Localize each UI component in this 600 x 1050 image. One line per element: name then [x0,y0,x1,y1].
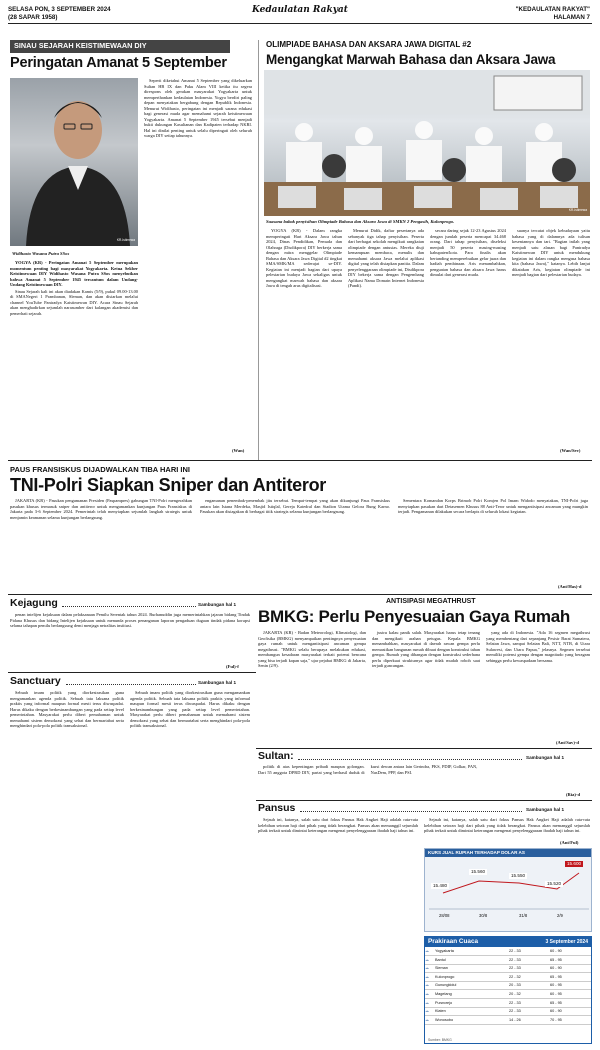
kejagung-end: (Ful)-f [226,664,239,669]
bmkg-col2-text: justru kalau panik salah. Masyarakat harus tetap tenang dan mengikuti arahan petugas. Kepala BMKG menambahkan, masyarakat di daerah rawan gempa perlu memastikan bangunan rumah dibuat dengan konstruksi tahan gempa. Rumah yang dibangun dengan konstruksi sederhana perlu diperkuat strukturnya agar tidak mudah roboh saat terjadi guncangan. [372,630,480,668]
olimpiade-photo [264,70,590,216]
forecast-hum: 60 - 90 [550,964,591,973]
bmkg-kicker: ANTISIPASI MEGATHRUST [386,598,476,605]
masthead-page: HALAMAN 7 [553,14,590,21]
kurs-value-4: 15.520 [547,881,562,886]
forecast-hum: 70 - 95 [550,1016,591,1025]
forecast-row [425,981,591,990]
olimpiade-kicker: OLIMPIADE BAHASA DAN AKSARA JAWA DIGITAL #2 [266,40,472,49]
forecast-row [425,947,591,956]
forecast-hum: 60 - 90 [550,947,591,956]
forecast-temp: 20 - 32 [509,990,550,999]
forecast-row [425,999,591,1008]
sanctuary-dots [66,684,196,685]
bmkg-col1-text: JAKARTA (KR) - Badan Meteorologi, Klimatologi, dan Geofisika (BMKG) menyampaikan pentingnya penyesuaian gaya rumah untuk mengantisipasi ancaman gempa megathrust. "BMKG selalu berupaya melakukan edukasi, membangun kesadaran masyarakat terkait potensi bencana yang bisa terjadi kapan saja," ujar pejabat BMKG di Jakarta, Senin (2/9). [258,630,366,668]
sanctuary-title: Sanctuary [10,675,61,687]
forecast-city: Kulonprogo [435,973,509,982]
pansus-text: Sejauh ini, katanya, salah satu dari fokus Pansus Hak Angket Haji adalah rata-rata kelebihan setoran haji dari pihak yang tidak berangkat. Pansus akan memanggil sejumlah pihak terkait untuk dimintai keterangan mengenai penyelenggaraan ibadah haji tahun ini. [258,817,418,833]
sultan-text: politik di atas kepentingan pribadi maupun golongan. Dari 55 anggota DPRD DIY, partai yang berhasil duduk di kursi dewan antara lain Gerindra, PKS, PDIP, Golkar, PAN, NasDem, PPP, dan PSI. [258,764,478,775]
cloud-icon: ☁ [425,964,435,973]
forecast-header [425,937,591,947]
bmkg-col1 [258,630,366,740]
sanctuary-col1 [10,690,124,1040]
column-divider-top [258,40,259,460]
tni-col2-text: engamanan penembak-penembak jitu tersebut. Tempat-tempat yang akan dikunjungi Paus Fransiskus antara lain Istana Merdeka, Masjid Istiqlal, Gereja Katedral dan Stadion Utama Gelora Bung Karno. Pasukan akan disiagakan di berbagai titik strategis selama kunjungan berlangsung. [200,498,390,514]
olimpiade-col2 [348,228,424,454]
forecast-row [425,973,591,982]
kurs-value-3: 15.550 [511,873,526,878]
forecast-temp: 22 - 33 [509,956,550,965]
forecast-title: Prakiraan Cuaca [428,938,479,945]
amanat-col2 [144,78,252,446]
forecast-hum: 65 - 95 [550,956,591,965]
sultan-title: Sultan: [258,750,294,762]
amanat-photo [10,78,138,246]
masthead-date: SELASA PON, 3 SEPTEMBER 2024 [8,6,111,13]
forecast-row [425,956,591,965]
pansus-tag: Sambungan hal 1 [526,807,565,812]
bmkg-col3 [486,630,590,738]
forecast-city: Bantul [435,956,509,965]
forecast-temp: 14 - 26 [509,1016,550,1025]
forecast-city: Purworejo [435,999,509,1008]
amanat-lead: YOGYA (KR) - Peringatan Amanat 5 September merupakan momentum penting bagi masyarakat Yogyakarta. Ketua Sekber Keistimewaan DIY Widihasto Wasana Putra SSos menyebutkan bahwa Amanat 5 September 1945 tercantum dalam Undang-Undang Keistimewaan DIY. [10,260,138,287]
pansus-col2 [424,817,590,839]
kurs-value-5: 15.600 [567,861,582,866]
forecast-hum: 60 - 95 [550,990,591,999]
forecast-date: 3 September 2024 [545,939,588,945]
pansus-dots [300,811,522,812]
forecast-temp: 22 - 33 [509,999,550,1008]
olimpiade-col1 [266,228,342,454]
olimpiade-col3 [430,228,506,454]
tni-kicker: PAUS FRANSISKUS DIJADWALKAN TIBA HARI INI [10,465,191,474]
forecast-hum: 60 - 90 [550,1007,591,1016]
tni-col1 [10,498,192,590]
forecast-row [425,990,591,999]
olimpiade-photo-credit: KR-Istimewa [568,208,587,213]
tni-col1-text: JAKARTA (KR) - Pasukan pengamanan Presiden (Paspampres) gabungan TNI-Polri mengerahkan pasukan khusus termasuk sniper dan antiteror untuk mengamankan kunjungan Paus Fransiskus di Jakarta pada 3-6 September 2024. Pemerintah telah menyiapkan sejumlah langkah strategis untuk menjamin keamanan selama kunjungan berlangsung. [10,498,192,520]
cloud-icon: ☁ [425,956,435,965]
forecast-temp: 22 - 33 [509,947,550,956]
tni-col3 [398,498,588,582]
classroom-illustration [264,70,590,216]
cloud-icon: ☁ [425,1016,435,1025]
masthead-hijri: (28 SAPAR 1958) [8,14,58,21]
forecast-city: Sleman [435,964,509,973]
forecast-city: Klaten [435,1007,509,1016]
pansus-col1 [258,817,418,1043]
cloud-icon: ☁ [425,1007,435,1016]
olimpiade-caption: Suasana babak penyisihan Olimpiade Bahasa dan Aksara Jawa di SMKN 2 Pengasih, Kulonprogo. [266,219,455,224]
cloud-icon: ☁ [425,990,435,999]
sultan-dots [298,759,522,760]
forecast-city: Gunungkidul [435,981,509,990]
forecast-source: Sumber: BMKG [428,1037,452,1042]
amanat-photo-credit: KR-Istimewa [116,238,135,243]
forecast-temp: 22 - 32 [509,973,550,982]
tni-headline: TNI-Polri Siapkan Sniper dan Antiteror [10,475,326,495]
kejagung-title: Kejagung [10,597,58,609]
portrait-illustration [10,78,138,246]
kejagung-tag: Sambungan hal 1 [198,602,237,607]
sultan-end: (Ria)-d [566,792,581,797]
amanat-kicker: SINAU SEJARAH KEISTIMEWAAN DIY [10,40,230,53]
olimpiade-col4-text: suanya tercatat objek kebudayaan yaitu bahasa yang di dalamnya ada tulisan keseniannya dan tari. "Bagian inilah yang menjadi satu alasan bagi Paniradya Kaistimewan DIY untuk mendukung kegiatan ini dalam rangka mengasa bahasa kita (bahasa Jawa)," katanya. Lebih lanjut dikatakan Aris, kegiatan olimpiade ini menjadi bagian dari pelestarian budaya. [512,228,590,277]
sanctuary-text: Sebuah imam politik yang diorkestrasikan guna mengamankan agenda politik. Sebuah tata laksana politik praktis yang informal maupun formal mesti terus diwaspadai. Harus dikaku dengan berkesinambungan yang pada setiap level pemerintahan. Masyarakat perlu diberi pemahaman untuk memahami sistem demokrasi yang sehat dan bermartabat serta menghindari pola-pola politik transaksional. [10,690,124,728]
pansus-col2-text: Sejauh ini, katanya, salah satu dari fokus Pansus Hak Angket Haji adalah rata-rata kelebihan setoran haji dari pihak yang tidak berangkat. Pansus akan memanggil sejumlah pihak terkait untuk dimintai keterangan mengenai penyelenggaraan ibadah haji tahun ini. [424,817,590,833]
forecast-hum: 60 - 95 [550,981,591,990]
sultan-tag: Sambungan hal 1 [526,755,565,760]
forecast-table [425,947,591,1025]
amanat-headline: Peringatan Amanat 5 September [10,55,227,71]
forecast-row [425,964,591,973]
amanat-body: Sinau Sejarah kali ini akan diadakan Kamis (5/9), pukul 09.00-13.00 di SMANegeri 1 Prambanan, Sleman, dan akan disiarkan melalui channel YouTube Paniradya Kaistimewan DIY. Acara Sinau Sejarah akan menghadirkan sejumlah narasumber dari kalangan akademisi dan pemerhati sejarah. [10,288,138,316]
sanctuary-rule [8,672,256,673]
kurs-title: KURS JUAL RUPIAH TERHADAP DOLAR AS [425,849,591,857]
forecast-hum: 65 - 95 [550,999,591,1008]
amanat-col2-text: Seperti diketahui Amanat 5 September yang dikeluarkan Sultan HB IX dan Paku Alam VIII ketika itu segera direspons oleh gerakan masyarakat Yogyakarta untuk memperthankan kedaulatan Indonesia. Yogya berdiri paling depan menyatakan bergabung dengan Republik Indonesia. Menurut Widihasto, peringatan ini menjadi sarana edukasi bagi generasi muda agar memahami sejarah keistimewaan Yogyakarta. Amanat 5 September 1945 tersebut menjadi bukti dukungan Kasultanan dan Kadipaten terhadap NKRI. Hal ini dinilai penting untuk selalu diperingati oleh seluruh warga DIY setiap tahunnya. [144,78,252,138]
kurs-date-2: 30/8 [479,913,488,918]
kurs-date-4: 2/9 [557,913,563,918]
kurs-box [424,848,592,932]
bmkg-col2 [372,630,480,740]
kurs-date-3: 31/8 [519,913,528,918]
amanat-photo-caption: Widihasto Wasana Putra SSos [12,251,70,256]
olimpiade-headline: Mengangkat Marwah Bahasa dan Aksara Jawa [266,52,556,67]
kejagung-body [10,612,250,662]
sultan-body [258,764,590,794]
cloud-icon: ☁ [425,981,435,990]
bmkg-headline: BMKG: Perlu Penyesuaian Gaya Rumah [258,607,570,626]
kejagung-dots [62,606,196,607]
olimpiade-col1-text: YOGYA (KR) - Dalam rangka memperingati Hari Aksara Jawa tahun 2024, Dinas Pendidikan, Pemuda dan Olahraga (Disdikpora) DIY berkerja sama dengan mitra menggelar Olimpiade Bahasa dan Aksara Jawa Digital #2 tingkat SMA/SMK/MA sederajat se-DIY. Kegiatan ini menjadi bagian dari upaya pelestarian budaya Jawa sekaligus untuk mengangkat marwah bahasa dan aksara Jawa di tengah arus digitalisasi. [266,228,342,288]
section-divider-1 [8,460,592,461]
bmkg-col3-text: yang ada di Indonesia. "Ada 16 segmen megathrust yang membentang dari sepanjang Pesisir Barat Sumatera, Selatan Jawa, sampai Selatan Bali, NTT, NTB, di Utara Sulawesi, dan Utara Papua," jelasnya. Segmen tersebut memiliki potensi gempa dengan magnitudo yang beragam sehingga perlu kewaspadaan bersama. [486,630,590,663]
kurs-value-1: 15.480 [433,883,448,888]
kejagung-text: penan intelijen kejaksaan dalam pelaksanaan Pemilu Serentak tahun 2024. Burhanuddin juga memerintahkan jajaran bidang Tindak Pidana Khusus dan bidang Intelijen kejaksaan untuk menunda proses penanganan laporan pengaduan dugaan tindak pidana korupsi selama tahapan pemilu berlangsung demi menjaga netralitas institusi. [10,612,250,628]
forecast-temp: 20 - 33 [509,981,550,990]
olimpiade-col2-text: Menurut Didik, daftar pesertanya ada sebanyak tiga tahap penyisihan. Peserta dari berbagai sekolah mengikuti rangkaian olimpiade dengan antusias. Mereka diuji kemampuan membaca, menulis dan memahami aksara Jawa melalui aplikasi digital yang telah disiapkan panitia. Dalam penyelenggaraan olimpiade ini, Disdikpora DIY bekerja sama dengan Pengembang Aplikasi Nama Domain Internet Indonesia (Pandi). [348,228,424,288]
forecast-hum: 65 - 95 [550,973,591,982]
forecast-city: Wonosobo [435,1016,509,1025]
kurs-chart [429,859,589,917]
forecast-row [425,1016,591,1025]
pansus-end: (Ant/Ful) [560,840,579,845]
forecast-box [424,936,592,1044]
tni-end: (Ant/Has)-d [558,584,582,589]
kurs-value-2: 15.560 [471,869,486,874]
forecast-row [425,1007,591,1016]
cloud-icon: ☁ [425,999,435,1008]
forecast-city: Yogyakarta [435,947,509,956]
forecast-temp: 22 - 33 [509,964,550,973]
olimpiade-end: (Wan/Sev) [560,448,581,453]
section-divider-2 [8,594,592,595]
masthead-rule [8,23,592,24]
cloud-icon: ☁ [425,973,435,982]
bmkg-end: (Ant/Sav)-d [556,740,579,745]
sanctuary-col2 [130,690,250,1040]
forecast-city: Magelang [435,990,509,999]
cloud-icon: ☁ [425,947,435,956]
section-divider-3 [256,748,592,749]
masthead-logo: Kedaulatan Rakyat [252,5,348,15]
masthead-paper-name: "KEDAULATAN RAKYAT" [515,6,590,13]
kurs-date-1: 28/08 [439,913,450,918]
sanctuary-col2-text: Sebuah imam politik yang diorkestrasikan guna mengamankan agenda politik. Sebuah tata laksana politik praktis yang informal maupun formal mesti terus diwaspadai. Harus dikaku dengan berkesinambungan yang pada setiap level pemerintahan. Masyarakat perlu diberi pemahaman untuk memahami sistem demokrasi yang sehat dan bermartabat serta menghindari pola-pola politik transaksional. [130,690,250,728]
olimpiade-col4 [512,228,590,448]
pansus-title: Pansus [258,802,296,814]
amanat-col1 [10,260,138,456]
amanat-end: (Wan) [232,448,245,453]
olimpiade-col3-text: secara daring sejak 12-23 Agustus 2024 dengan jumlah peserta mencapai 34.468 orang. Dari tahap penyisihan, diseleksi menjadi 50 peserta masing-masing kabupaten/kota. Para finalis akan bertanding memperebutkan gelar juara dan hadiah pembinaan. Aris menambahkan, penguatan bahasa dan aksara Jawa harus dimulai dari generasi muda. [430,228,506,277]
tni-col2 [200,498,390,590]
tni-col3-text: Sementara Komandan Korps Brimob Polri Komjen Pol Imam Widodo menyatakan, TNI-Polri juga menyiapkan pasukan dari Detasemen Khusus 88 Anti-Teror untuk mengantisipasi ancaman yang mungkin terjadi. Pengamanan dilakukan secara berlapis di seluruh lokasi kegiatan. [398,498,588,514]
sanctuary-tag: Sambungan hal 1 [198,680,237,685]
section-divider-4 [256,800,592,801]
forecast-temp: 22 - 33 [509,1007,550,1016]
